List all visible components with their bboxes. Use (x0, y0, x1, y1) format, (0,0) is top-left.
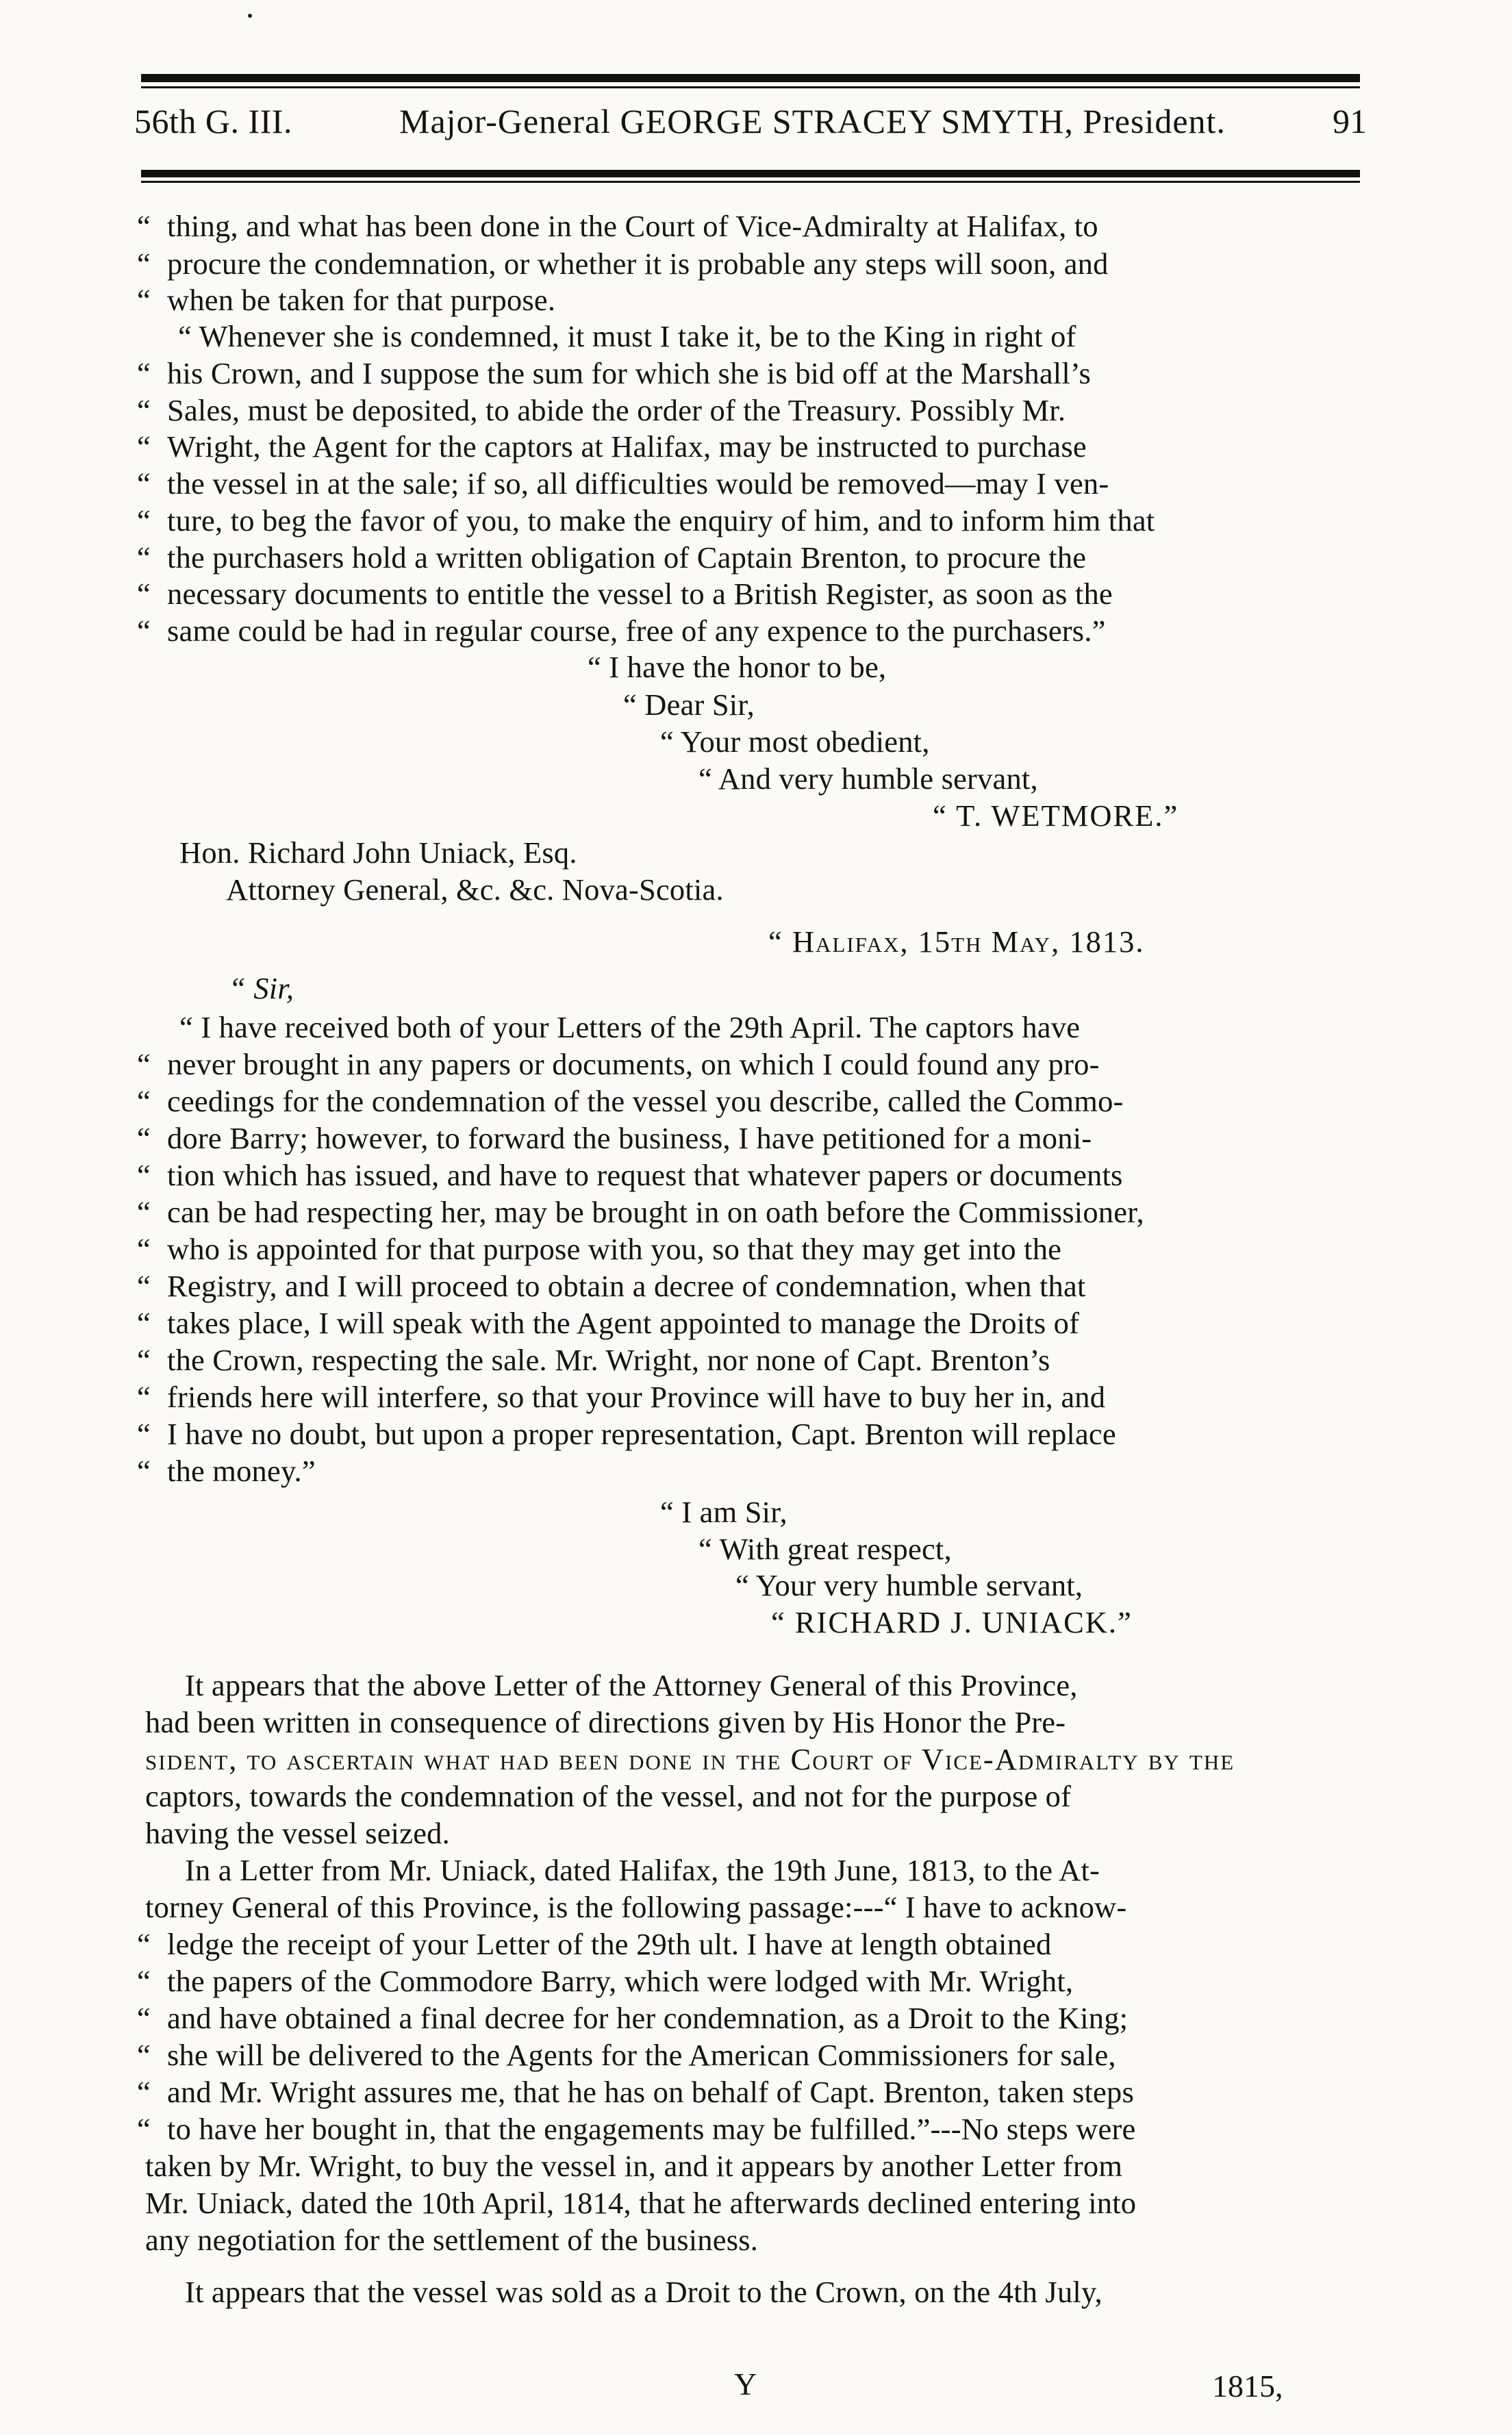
text-line: “ the papers of the Commodore Barry, which were lodged with Mr. Wright, (137, 1964, 1074, 1998)
text-line: “ friends here will interfere, so that your Province will have to buy her in, and (137, 1380, 1106, 1414)
text-line: Mr. Uniack, dated the 10th April, 1814, that he afterwards declined entering into (145, 2186, 1137, 2220)
closing-line: “ Dear Sir, (623, 687, 755, 722)
text-line: “ she will be delivered to the Agents for the American Commissioners for sale, (137, 2038, 1116, 2072)
text-line: “ ledge the receipt of your Letter of the 29th ult. I have at length obtained (137, 1927, 1052, 1961)
closing-line: “ And very humble servant, (698, 761, 1038, 796)
signature-uniack: “ RICHARD J. UNIACK.” (771, 1605, 1133, 1639)
text-line: “ ture, to beg the favor of you, to make the enquiry of him, and to inform him that (137, 503, 1155, 538)
text-line: “ procure the condemnation, or whether it is probable any steps will soon, and (137, 247, 1109, 281)
text-line: “ the purchasers hold a written obligation of Captain Brenton, to procure the (137, 540, 1087, 575)
addressee-line: Hon. Richard John Uniack, Esq. (179, 835, 577, 870)
text-line: sident, to ascertain what had been done in the Court of Vice-Admiralty by the (145, 1742, 1235, 1776)
text-line: “ can be had respecting her, may be brought in on oath before the Commissioner, (137, 1195, 1144, 1229)
text-line: torney General of this Province, is the following passage:---“ I have to acknow- (145, 1890, 1127, 1924)
text-line: “ Registry, and I will proceed to obtain a decree of condemnation, when that (137, 1269, 1086, 1303)
text-line: “ never brought in any papers or documents, on which I could found any pro- (137, 1047, 1100, 1081)
closing-line: “ Your very humble servant, (735, 1568, 1083, 1602)
closing-line: “ I am Sir, (660, 1495, 788, 1529)
top-rule-thin (141, 86, 1360, 88)
text-line: “ who is appointed for that purpose with you, so that they may get into the (137, 1232, 1062, 1266)
text-line: “ Sales, must be deposited, to abide the order of the Treasury. Possibly Mr. (137, 393, 1066, 427)
closing-line: “ With great respect, (698, 1532, 952, 1566)
text-line: “ thing, and what has been done in the Court of Vice-Admiralty at Halifax, to (137, 209, 1098, 243)
catchword: 1815, (1212, 2369, 1283, 2404)
text-line: “ same could be had in regular course, free of any expence to the purchasers.” (137, 614, 1106, 648)
closing-line: “ Your most obedient, (660, 724, 930, 759)
text-line: It appears that the above Letter of the Attorney General of this Province, (185, 1668, 1078, 1702)
text-line: “ the vessel in at the sale; if so, all difficulties would be removed—may I ven- (137, 466, 1109, 501)
closing-line: “ I have the honor to be, (588, 650, 887, 684)
header-rule-thick (141, 170, 1360, 177)
signature-wetmore: “ T. WETMORE.” (933, 798, 1179, 833)
ink-speck (248, 14, 252, 18)
text-line: “ I have no doubt, but upon a proper representation, Capt. Brenton will replace (137, 1417, 1116, 1451)
text-line: It appears that the vessel was sold as a Droit to the Crown, on the 4th July, (185, 2275, 1102, 2309)
page-number: 91 (1333, 102, 1367, 140)
text-line: “ Wright, the Agent for the captors at Halifax, may be instructed to purchase (137, 429, 1087, 464)
text-line: captors, towards the condemnation of the vessel, and not for the purpose of (145, 1779, 1072, 1813)
salutation: “ Sir, (229, 971, 294, 1005)
text-line: “ to have her bought in, that the engagements may be fulfilled.”---No steps were (137, 2112, 1136, 2146)
text-line: “ the Crown, respecting the sale. Mr. Wright, nor none of Capt. Brenton’s (137, 1343, 1050, 1377)
text-line: “ tion which has issued, and have to request that whatever papers or documents (137, 1158, 1123, 1192)
regnal-year: 56th G. III. (134, 102, 292, 140)
text-line: “ his Crown, and I suppose the sum for which she is bid off at the Marshall’s (137, 356, 1092, 390)
text-line: In a Letter from Mr. Uniack, dated Halifax, the 19th June, 1813, to the At- (185, 1853, 1100, 1887)
top-rule-thick (141, 74, 1360, 82)
text-line: “ dore Barry; however, to forward the business, I have petitioned for a moni- (137, 1121, 1092, 1155)
text-line: any negotiation for the settlement of the business. (145, 2223, 759, 2257)
text-line: “ ceedings for the condemnation of the vessel you describe, called the Commo- (137, 1084, 1124, 1118)
signature-mark: Y (734, 2367, 757, 2401)
running-title: Major-General GEORGE STRACEY SMYTH, President. (399, 102, 1226, 140)
text-line: “ the money.” (137, 1454, 316, 1488)
text-line: “ Whenever she is condemned, it must I take it, be to the King in right of (178, 319, 1076, 353)
addressee-line: Attorney General, &c. &c. Nova-Scotia. (226, 872, 724, 907)
text-line: “ I have received both of your Letters of the 29th April. The captors have (179, 1010, 1081, 1044)
header-rule-thin (141, 181, 1360, 183)
dateline: “ Halifax, 15th May, 1813. (768, 924, 1145, 959)
text-line: “ takes place, I will speak with the Agent appointed to manage the Droits of (137, 1306, 1080, 1340)
text-line: “ and Mr. Wright assures me, that he has on behalf of Capt. Brenton, taken steps (137, 2075, 1134, 2109)
text-line: taken by Mr. Wright, to buy the vessel in, and it appears by another Letter from (145, 2149, 1123, 2183)
text-line: had been written in consequence of directions given by His Honor the Pre- (145, 1705, 1066, 1739)
text-line: “ and have obtained a final decree for her condemnation, as a Droit to the King; (137, 2001, 1129, 2035)
text-line: having the vessel seized. (145, 1816, 450, 1850)
text-line: “ when be taken for that purpose. (137, 283, 556, 317)
running-header (134, 101, 1367, 141)
text-line: “ necessary documents to entitle the vessel to a British Register, as soon as the (137, 577, 1113, 611)
